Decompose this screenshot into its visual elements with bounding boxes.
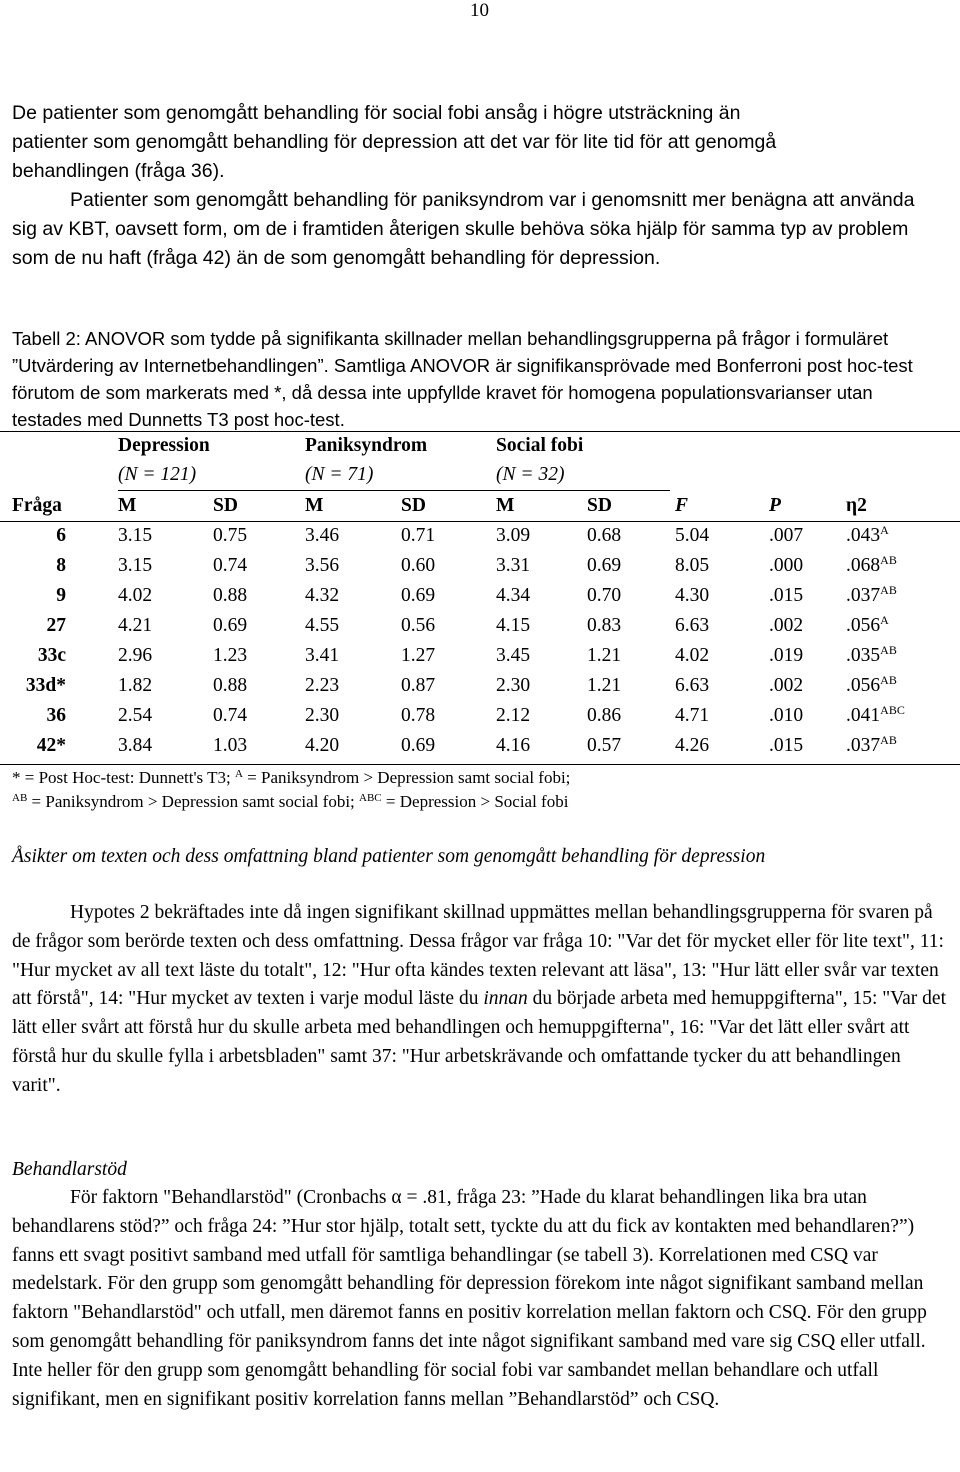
group-name-row	[0, 432, 960, 460]
cell-question: 36	[46, 705, 66, 726]
cell-eta-sup: AB	[880, 733, 897, 747]
footnote-sup: AB	[12, 792, 28, 804]
cell-value: 2.30	[496, 675, 531, 696]
cell-value: 0.69	[213, 615, 248, 636]
cell-value: 4.55	[305, 615, 340, 636]
group-name-paniksyndrom: Paniksyndrom	[305, 435, 428, 456]
section-body-behandlarstod	[12, 1184, 947, 1414]
cell-value: 4.02	[675, 645, 710, 666]
section-body-text-scope	[12, 899, 947, 1101]
cell-value: 0.74	[213, 555, 248, 576]
group-n-social-fobi: (N = 32)	[496, 464, 565, 485]
table-row	[0, 581, 960, 611]
cell-value	[846, 701, 960, 731]
footnote-line-1	[12, 766, 570, 790]
cell-eta-sup: AB	[880, 553, 897, 567]
table-row	[0, 731, 960, 761]
cell-value: 0.74	[213, 705, 248, 726]
cell-value: 6.63	[675, 675, 710, 696]
column-header: SD	[213, 494, 238, 516]
group-n-depression: (N = 121)	[118, 464, 197, 485]
column-header: η2	[846, 494, 867, 516]
cell-value	[846, 611, 960, 641]
cell-value: .015	[769, 735, 804, 756]
column-header: M	[305, 494, 324, 516]
group-n-paniksyndrom: (N = 71)	[305, 464, 374, 485]
cell-value: 0.88	[213, 585, 248, 606]
cell-value	[846, 521, 960, 551]
cell-value: 0.60	[401, 555, 436, 576]
cell-value: 0.88	[213, 675, 248, 696]
cell-value: .000	[769, 555, 804, 576]
cell-value: 2.96	[118, 645, 153, 666]
cell-value: 0.68	[587, 525, 622, 546]
cell-value: 4.32	[305, 585, 340, 606]
section-heading-text-scope: Åsikter om texten och dess omfattning bland patienter som genomgått behandling för depression	[12, 846, 766, 867]
cell-value: 2.30	[305, 705, 340, 726]
cell-value: 1.21	[587, 645, 622, 666]
footnote-line-2	[12, 790, 570, 814]
cell-eta-sup: AB	[880, 643, 897, 657]
cell-value: 1.03	[213, 735, 248, 756]
cell-value: 3.56	[305, 555, 340, 576]
cell-value: .010	[769, 705, 804, 726]
cell-value: 4.21	[118, 615, 153, 636]
cell-value: 5.04	[675, 525, 710, 546]
cell-value: 1.27	[401, 645, 436, 666]
footnote-sup: A	[234, 768, 243, 780]
intro-text	[12, 99, 942, 273]
cell-value: .015	[769, 585, 804, 606]
table-caption: Tabell 2: ANOVOR som tydde på signifikanta skillnader mellan behandlingsgrupperna på frågor i formuläret ”Utvärdering av Internetbehandlingen”. Samtliga ANOVOR är signifikansprövade med Bonferroni post hoc-test förutom de som markerats med *, då dessa inte uppfyllde kravet för homogena populationsvarianser utan testades med Dunnetts T3 post hoc-test.	[12, 328, 913, 430]
intro-line-3: behandlingen (fråga 36).	[12, 160, 225, 182]
cell-value: .019	[769, 645, 804, 666]
cell-value: 0.69	[587, 555, 622, 576]
table-row	[0, 551, 960, 581]
cell-value: .002	[769, 615, 804, 636]
table-row	[0, 701, 960, 731]
cell-value: 0.83	[587, 615, 622, 636]
cell-value: 2.23	[305, 675, 340, 696]
cell-value	[846, 551, 960, 581]
group-name-depression: Depression	[118, 435, 210, 456]
cell-value: 0.87	[401, 675, 436, 696]
body-emphasis: innan	[483, 988, 528, 1010]
cell-question: 33c	[37, 645, 66, 666]
cell-eta-value: .056	[846, 615, 881, 636]
cell-value: 6.63	[675, 615, 710, 636]
intro-line-2: patienter som genomgått behandling för depression att det var för lite tid för att genomgå	[12, 131, 777, 153]
cell-eta-sup: ABC	[880, 703, 905, 717]
cell-eta-value: .056	[846, 675, 881, 696]
table-row	[0, 671, 960, 701]
cell-eta-sup: AB	[880, 673, 897, 687]
column-header: SD	[587, 494, 612, 516]
cell-value: 3.46	[305, 525, 340, 546]
cell-question: 27	[46, 615, 66, 636]
cell-value: 3.45	[496, 645, 531, 666]
intro-paragraph-2-text: Patienter som genomgått behandling för paniksyndrom var i genomsnitt mer benägna att använda sig av KBT, oavsett form, om de i framtiden återigen skulle behöva söka hjälp för samma typ av problem som de nu haft (fråga 42) än de som genomgått behandling för depression.	[12, 189, 915, 269]
footnote-text: = Depression > Social fobi	[381, 792, 569, 811]
footnote-sup: ABC	[359, 792, 382, 804]
cell-value: 0.57	[587, 735, 622, 756]
cell-eta-value: .037	[846, 735, 881, 756]
cell-question: 8	[56, 555, 66, 576]
column-header: Fråga	[12, 494, 62, 516]
footnote-text: = Paniksyndrom > Depression samt social fobi;	[242, 768, 571, 787]
cell-value	[846, 581, 960, 611]
body-text: Hypotes 2 bekräftades inte då ingen signifikant skillnad uppmättes mellan behandlingsgrupperna för svaren på de frågor som berörde texten och dess omfattning. Dessa frågor var fråga 10: "Var det för mycket eller för lite text", 11: "Hur mycket av all text läste du totalt", 12: "Hur ofta kändes texten relevant att läsa", 13: "Hur lätt eller svår var texten att förstå", 14: "Hur mycket av texten i varje modul läste du	[12, 902, 944, 1010]
cell-value: 4.20	[305, 735, 340, 756]
cell-value	[846, 671, 960, 701]
cell-value: 0.70	[587, 585, 622, 606]
cell-value: .002	[769, 675, 804, 696]
cell-value: 2.54	[118, 705, 153, 726]
cell-eta-value: .068	[846, 555, 881, 576]
cell-value: 3.84	[118, 735, 153, 756]
cell-eta-sup: A	[880, 523, 889, 537]
cell-value: 3.15	[118, 525, 153, 546]
cell-value: 4.15	[496, 615, 531, 636]
table-footnote	[12, 766, 570, 814]
cell-eta-value: .037	[846, 585, 881, 606]
cell-question: 33d*	[25, 675, 66, 696]
cell-value: 0.75	[213, 525, 248, 546]
cell-value	[846, 731, 960, 761]
footnote-text: = Paniksyndrom > Depression samt social fobi;	[27, 792, 360, 811]
column-header: F	[675, 494, 689, 516]
cell-value: 4.34	[496, 585, 531, 606]
cell-value: 4.02	[118, 585, 153, 606]
cell-value: 0.71	[401, 525, 436, 546]
cell-value: 3.15	[118, 555, 153, 576]
cell-eta-value: .043	[846, 525, 881, 546]
cell-value: 3.41	[305, 645, 340, 666]
cell-value: 4.16	[496, 735, 531, 756]
intro-paragraph-2	[12, 186, 942, 273]
group-n-row	[0, 460, 960, 490]
cell-value: .007	[769, 525, 804, 546]
table-row	[0, 521, 960, 551]
cell-value	[846, 641, 960, 671]
cell-value: 3.09	[496, 525, 531, 546]
cell-value: 2.12	[496, 705, 531, 726]
column-header: SD	[401, 494, 426, 516]
cell-value: 0.86	[587, 705, 622, 726]
intro-line-1: De patienter som genomgått behandling för social fobi ansåg i högre utsträckning än	[12, 102, 741, 124]
anova-table	[0, 432, 960, 761]
cell-value: 1.23	[213, 645, 248, 666]
cell-eta-value: .041	[846, 705, 881, 726]
table-row	[0, 611, 960, 641]
column-header: M	[496, 494, 515, 516]
cell-value: 1.21	[587, 675, 622, 696]
cell-value: 0.69	[401, 585, 436, 606]
table-row	[0, 641, 960, 671]
cell-eta-sup: A	[880, 613, 889, 627]
cell-value: 0.56	[401, 615, 436, 636]
body-text: För faktorn "Behandlarstöd" (Cronbachs α = .81, fråga 23: ”Hade du klarat behandlingen lika bra utan behandlarens stöd?” och fråga 24: ”Hur stor hjälp, totalt sett, tyckte du att du fick av kontakten med behandlaren?”) fanns ett svagt positivt samband med utfall för samtliga behandlingar (se tabell 3). Korrelationen med CSQ var medelstark. För den grupp som genomgått behandling för depression förekom inte något signifikant samband mellan faktorn "Behandlarstöd" och utfall, men däremot fanns en positiv korrelation mellan faktorn och CSQ. För den grupp som genomgått behandling för paniksyndrom fanns det inte något signifikant samband med vare sig CSQ eller utfall. Inte heller för den grupp som genomgått behandling för social fobi var sambandet mellan behandlare och utfall signifikant, men en signifikant positiv korrelation fanns mellan ”Behandlarstöd” och CSQ.	[12, 1187, 927, 1410]
body-text: du började arbeta med hemuppgifterna", 15: "Var det lätt eller svårt att förstå hur du skulle arbeta med behandlingen och hemuppgifterna", 16: "Var det lätt eller svårt att förstå hur du skulle fylla i arbetsbladen" samt 37: "Hur arbetskrävande och omfattande tycker du att behandlingen varit".	[12, 988, 946, 1096]
cell-value: 4.71	[675, 705, 710, 726]
cell-value: 8.05	[675, 555, 710, 576]
column-header: P	[769, 494, 781, 516]
column-header: M	[118, 494, 137, 516]
cell-question: 6	[56, 525, 66, 546]
column-header-row	[0, 490, 960, 521]
page-number: 10	[470, 0, 489, 21]
cell-value: 3.31	[496, 555, 531, 576]
cell-eta-value: .035	[846, 645, 881, 666]
cell-value: 1.82	[118, 675, 153, 696]
cell-eta-sup: AB	[880, 583, 897, 597]
cell-question: 42*	[36, 735, 66, 756]
table-bottom-rule	[0, 764, 960, 765]
section-heading-behandlarstod: Behandlarstöd	[12, 1159, 127, 1180]
cell-value: 4.26	[675, 735, 710, 756]
footnote-text: * = Post Hoc-test: Dunnett's T3;	[12, 768, 235, 787]
cell-value: 0.78	[401, 705, 436, 726]
group-name-social-fobi: Social fobi	[496, 435, 584, 456]
cell-question: 9	[56, 585, 66, 606]
cell-value: 4.30	[675, 585, 710, 606]
cell-value: 0.69	[401, 735, 436, 756]
